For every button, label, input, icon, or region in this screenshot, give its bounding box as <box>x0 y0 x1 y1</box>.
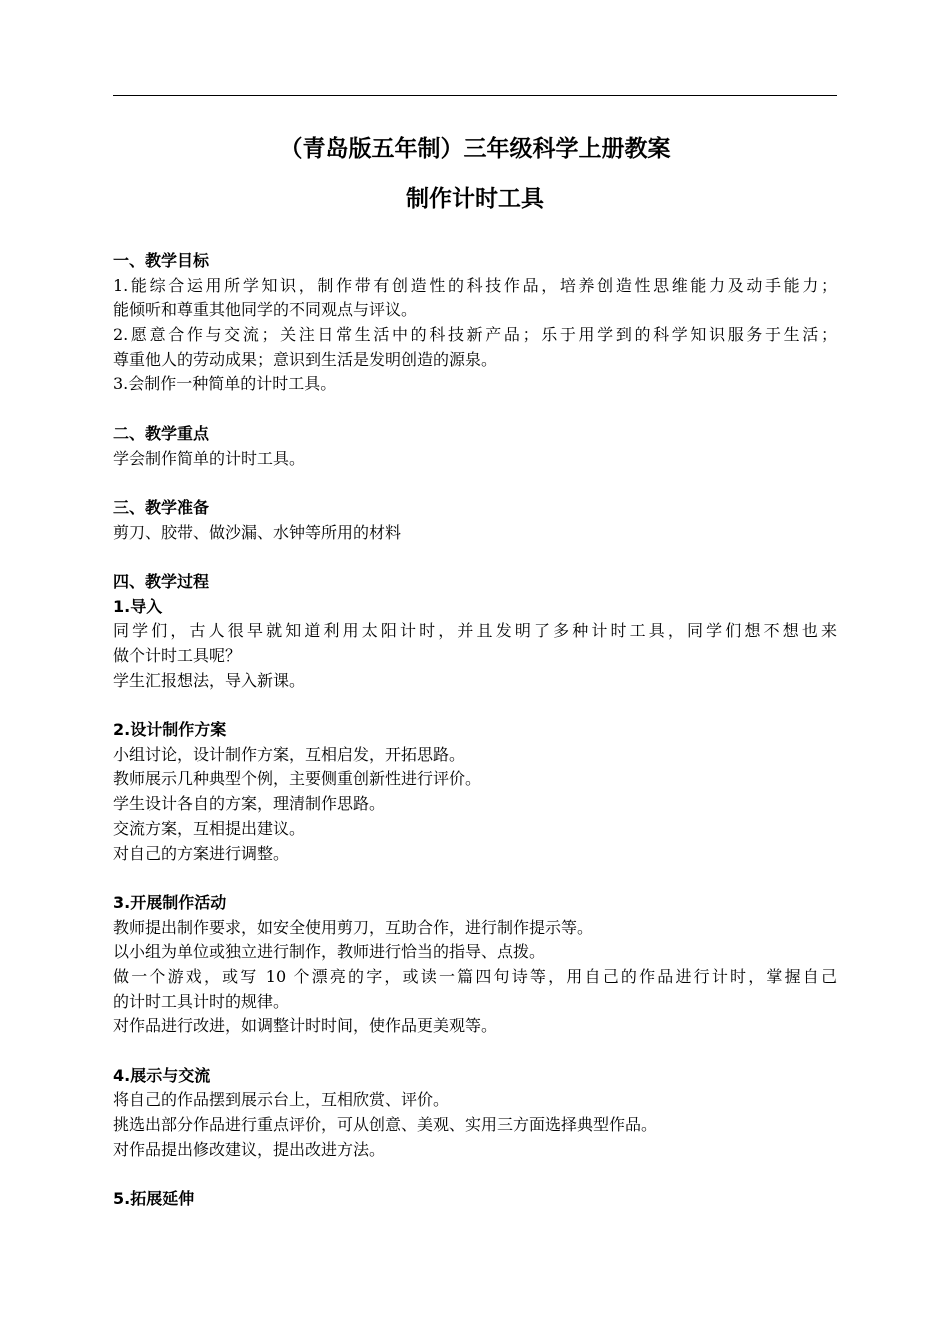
body-text-line: 2.愿意合作与交流；关注日常生活中的科技新产品；乐于用学到的科学知识服务于生活； <box>113 325 837 345</box>
section-spacer <box>113 866 837 891</box>
body-text-line: 尊重他人的劳动成果；意识到生活是发明创造的源泉。 <box>113 349 498 369</box>
document-body <box>113 249 837 1212</box>
body-text-line: 3.会制作一种简单的计时工具。 <box>113 374 337 394</box>
body-text-line: 学会制作简单的计时工具。 <box>113 448 306 468</box>
body-text-line: 剪刀、胶带、做沙漏、水钟等所用的材料 <box>113 522 402 542</box>
section-spacer <box>113 471 837 496</box>
body-text-line: 的计时工具计时的规律。 <box>113 991 290 1011</box>
body-text-line: 小组讨论，设计制作方案，互相启发，开拓思路。 <box>113 744 466 764</box>
body-text-line: 做个计时工具呢？ <box>113 646 242 665</box>
section-spacer <box>113 545 837 570</box>
section-spacer <box>113 1162 837 1187</box>
section-heading: 1.导入 <box>113 596 163 616</box>
body-text-line: 对自己的方案进行调整。 <box>113 843 290 863</box>
body-text-line: 能倾听和尊重其他同学的不同观点与评议。 <box>113 300 418 320</box>
header-rule <box>113 95 837 96</box>
body-text-line: 将自己的作品摆到展示台上，互相欣赏、评价。 <box>113 1090 450 1110</box>
section-heading: 3.开展制作活动 <box>113 892 227 912</box>
body-text-line: 交流方案，互相提出建议。 <box>113 818 306 838</box>
body-text-line: 教师展示几种典型个例，主要侧重创新性进行评价。 <box>113 769 482 789</box>
section-spacer <box>113 397 837 422</box>
body-text-line: 对作品进行改进，如调整计时时间，使作品更美观等。 <box>113 1016 498 1036</box>
body-text-line: 做一个游戏，或写 10 个漂亮的字，或读一篇四句诗等，用自己的作品进行计时，掌握自己 <box>113 966 837 986</box>
body-text-line: 学生汇报想法，导入新课。 <box>113 670 306 690</box>
body-text-line: 1.能综合运用所学知识，制作带有创造性的科技作品，培养创造性思维能力及动手能力； <box>113 275 837 295</box>
section-heading: 2.设计制作方案 <box>113 720 227 740</box>
section-spacer <box>113 1039 837 1064</box>
body-text-line: 对作品提出修改建议，提出改进方法。 <box>113 1139 386 1159</box>
section-heading: 5.拓展延伸 <box>113 1189 195 1209</box>
document-subtitle: 制作计时工具 <box>406 186 544 212</box>
section-heading: 4.展示与交流 <box>113 1065 211 1085</box>
document-title: （青岛版五年制）三年级科学上册教案 <box>279 136 671 162</box>
body-text-line: 教师提出制作要求，如安全使用剪刀，互助合作，进行制作提示等。 <box>113 917 594 937</box>
body-text-line: 同学们，古人很早就知道利用太阳计时，并且发明了多种计时工具，同学们想不想也来 <box>113 621 837 641</box>
body-text-line: 学生设计各自的方案，理清制作思路。 <box>113 794 386 814</box>
section-heading: 二、教学重点 <box>113 423 210 443</box>
section-heading: 一、教学目标 <box>113 251 210 270</box>
body-text-line: 挑选出部分作品进行重点评价，可从创意、美观、实用三方面选择典型作品。 <box>113 1115 658 1135</box>
body-text-line: 以小组为单位或独立进行制作，教师进行恰当的指导、点拨。 <box>113 942 546 962</box>
section-heading: 三、教学准备 <box>113 497 210 517</box>
section-spacer <box>113 693 837 718</box>
section-heading: 四、教学过程 <box>113 571 210 591</box>
